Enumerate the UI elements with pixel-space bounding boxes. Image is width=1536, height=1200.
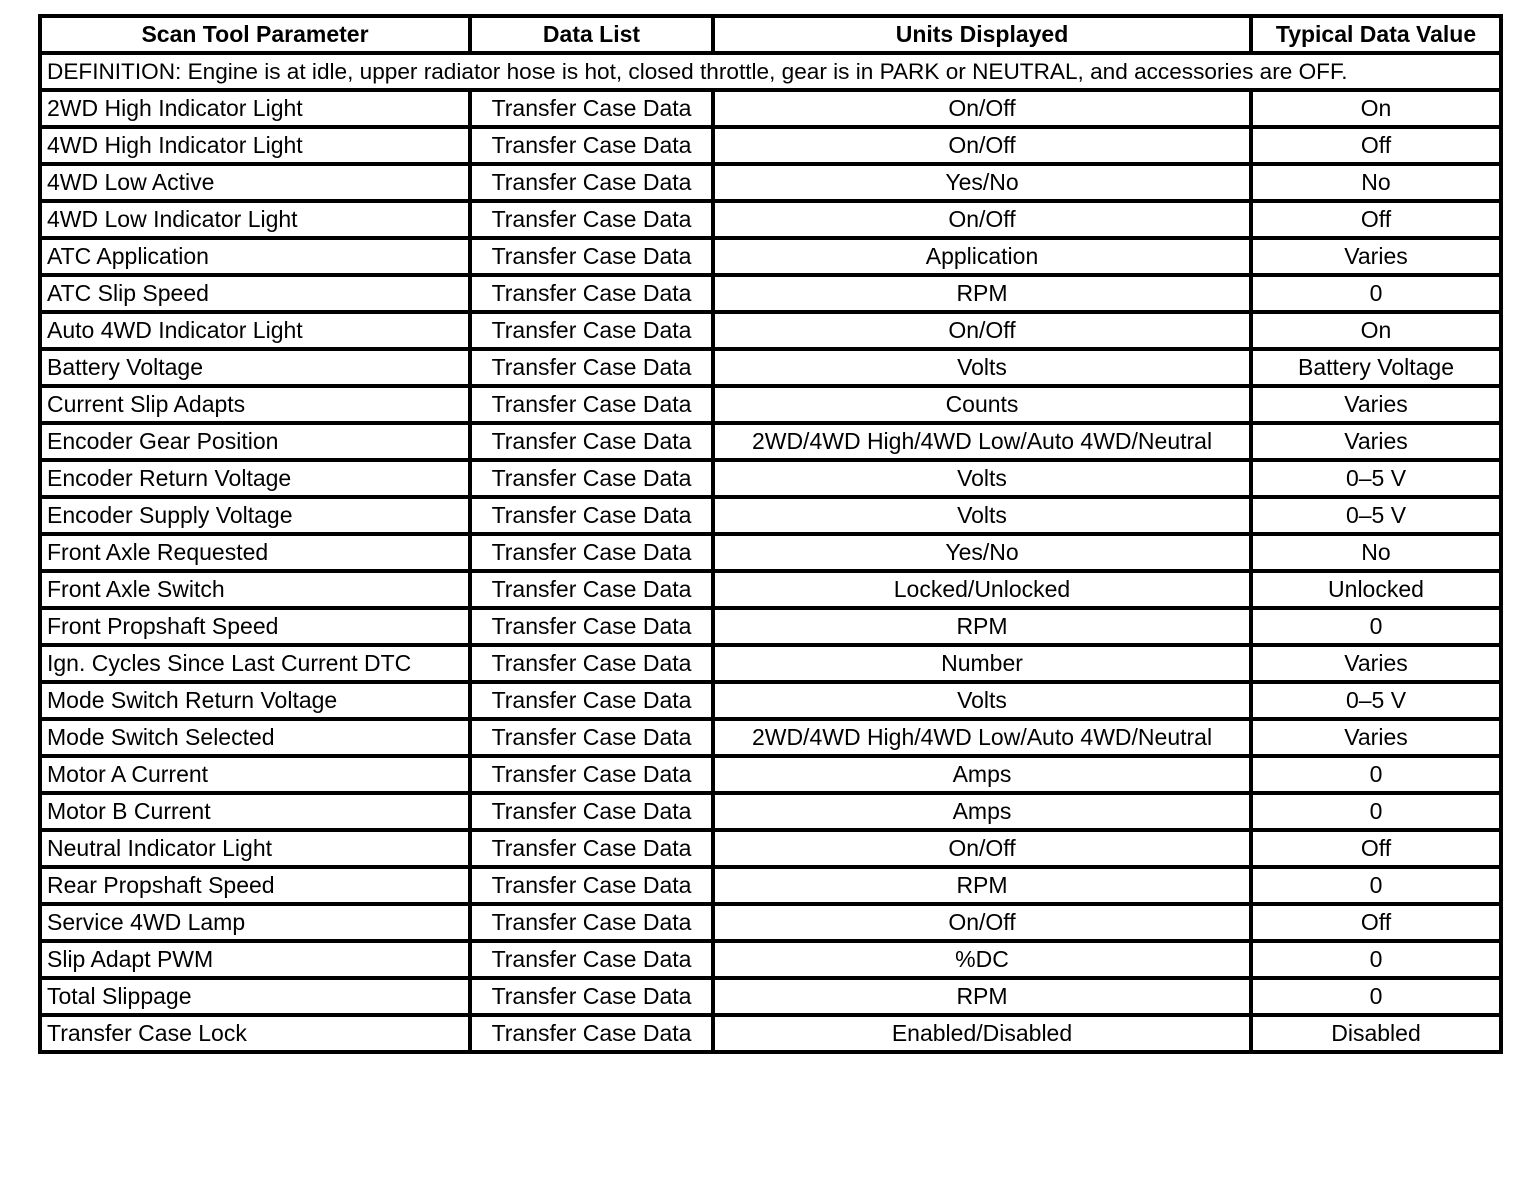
cell-data-list: Transfer Case Data — [470, 645, 713, 682]
cell-units-displayed: Amps — [713, 756, 1251, 793]
cell-units-displayed: On/Off — [713, 90, 1251, 127]
cell-typical-data-value: Off — [1251, 127, 1501, 164]
cell-parameter: Rear Propshaft Speed — [40, 867, 470, 904]
cell-parameter: Encoder Gear Position — [40, 423, 470, 460]
cell-parameter: Mode Switch Selected — [40, 719, 470, 756]
cell-data-list: Transfer Case Data — [470, 201, 713, 238]
cell-parameter: ATC Slip Speed — [40, 275, 470, 312]
cell-typical-data-value: Unlocked — [1251, 571, 1501, 608]
table-row — [40, 571, 1501, 608]
cell-units-displayed: Application — [713, 238, 1251, 275]
cell-data-list: Transfer Case Data — [470, 830, 713, 867]
cell-typical-data-value: No — [1251, 534, 1501, 571]
table-row — [40, 682, 1501, 719]
cell-typical-data-value: Varies — [1251, 386, 1501, 423]
cell-typical-data-value: 0–5 V — [1251, 682, 1501, 719]
cell-typical-data-value: 0 — [1251, 793, 1501, 830]
cell-typical-data-value: On — [1251, 312, 1501, 349]
table-row — [40, 645, 1501, 682]
cell-units-displayed: Number — [713, 645, 1251, 682]
cell-units-displayed: Volts — [713, 497, 1251, 534]
cell-parameter: Motor A Current — [40, 756, 470, 793]
cell-data-list: Transfer Case Data — [470, 90, 713, 127]
cell-data-list: Transfer Case Data — [470, 978, 713, 1015]
table-row — [40, 497, 1501, 534]
cell-typical-data-value: Varies — [1251, 423, 1501, 460]
table-row — [40, 460, 1501, 497]
cell-parameter: Ign. Cycles Since Last Current DTC — [40, 645, 470, 682]
cell-typical-data-value: Varies — [1251, 238, 1501, 275]
header-scan-tool-parameter: Scan Tool Parameter — [40, 16, 470, 53]
cell-data-list: Transfer Case Data — [470, 164, 713, 201]
cell-data-list: Transfer Case Data — [470, 497, 713, 534]
cell-units-displayed: Volts — [713, 460, 1251, 497]
table-row — [40, 830, 1501, 867]
cell-units-displayed: Yes/No — [713, 164, 1251, 201]
table-row — [40, 719, 1501, 756]
cell-data-list: Transfer Case Data — [470, 756, 713, 793]
cell-parameter: Front Axle Switch — [40, 571, 470, 608]
cell-parameter: Front Propshaft Speed — [40, 608, 470, 645]
cell-units-displayed: Volts — [713, 349, 1251, 386]
cell-data-list: Transfer Case Data — [470, 460, 713, 497]
cell-parameter: Neutral Indicator Light — [40, 830, 470, 867]
cell-parameter: 2WD High Indicator Light — [40, 90, 470, 127]
cell-units-displayed: Amps — [713, 793, 1251, 830]
table-row — [40, 867, 1501, 904]
cell-parameter: Battery Voltage — [40, 349, 470, 386]
cell-data-list: Transfer Case Data — [470, 904, 713, 941]
table-row — [40, 756, 1501, 793]
table-row — [40, 238, 1501, 275]
table-row — [40, 1015, 1501, 1052]
table-body — [40, 53, 1501, 1052]
cell-parameter: Total Slippage — [40, 978, 470, 1015]
table-row — [40, 386, 1501, 423]
table-row — [40, 941, 1501, 978]
cell-data-list: Transfer Case Data — [470, 423, 713, 460]
cell-data-list: Transfer Case Data — [470, 682, 713, 719]
table-row — [40, 275, 1501, 312]
header-typical-data-value: Typical Data Value — [1251, 16, 1501, 53]
cell-typical-data-value: On — [1251, 90, 1501, 127]
cell-units-displayed: On/Off — [713, 312, 1251, 349]
cell-units-displayed: Volts — [713, 682, 1251, 719]
cell-parameter: Mode Switch Return Voltage — [40, 682, 470, 719]
table-row — [40, 608, 1501, 645]
header-row — [40, 16, 1501, 53]
cell-parameter: Current Slip Adapts — [40, 386, 470, 423]
cell-units-displayed: %DC — [713, 941, 1251, 978]
cell-data-list: Transfer Case Data — [470, 941, 713, 978]
cell-units-displayed: Locked/Unlocked — [713, 571, 1251, 608]
cell-units-displayed: Enabled/Disabled — [713, 1015, 1251, 1052]
cell-data-list: Transfer Case Data — [470, 127, 713, 164]
cell-units-displayed: 2WD/4WD High/4WD Low/Auto 4WD/Neutral — [713, 423, 1251, 460]
cell-typical-data-value: Varies — [1251, 645, 1501, 682]
cell-typical-data-value: Off — [1251, 904, 1501, 941]
cell-parameter: 4WD High Indicator Light — [40, 127, 470, 164]
cell-typical-data-value: Battery Voltage — [1251, 349, 1501, 386]
header-data-list: Data List — [470, 16, 713, 53]
table-row — [40, 127, 1501, 164]
cell-units-displayed: Yes/No — [713, 534, 1251, 571]
header-units-displayed: Units Displayed — [713, 16, 1251, 53]
cell-units-displayed: RPM — [713, 608, 1251, 645]
cell-typical-data-value: 0 — [1251, 756, 1501, 793]
cell-units-displayed: On/Off — [713, 904, 1251, 941]
table-row — [40, 534, 1501, 571]
table-row — [40, 201, 1501, 238]
cell-data-list: Transfer Case Data — [470, 275, 713, 312]
cell-units-displayed: 2WD/4WD High/4WD Low/Auto 4WD/Neutral — [713, 719, 1251, 756]
cell-data-list: Transfer Case Data — [470, 238, 713, 275]
table-row — [40, 423, 1501, 460]
cell-parameter: Transfer Case Lock — [40, 1015, 470, 1052]
cell-typical-data-value: Off — [1251, 201, 1501, 238]
cell-typical-data-value: 0 — [1251, 941, 1501, 978]
cell-parameter: ATC Application — [40, 238, 470, 275]
table-row — [40, 312, 1501, 349]
definition-text: DEFINITION: Engine is at idle, upper radiator hose is hot, closed throttle, gear is in PARK or NEUTRAL, and accessories are OFF. — [40, 53, 1501, 90]
cell-parameter: Motor B Current — [40, 793, 470, 830]
cell-parameter: Service 4WD Lamp — [40, 904, 470, 941]
cell-typical-data-value: 0 — [1251, 608, 1501, 645]
cell-data-list: Transfer Case Data — [470, 349, 713, 386]
definition-row — [40, 53, 1501, 90]
cell-typical-data-value: 0–5 V — [1251, 460, 1501, 497]
cell-data-list: Transfer Case Data — [470, 386, 713, 423]
cell-typical-data-value: 0–5 V — [1251, 497, 1501, 534]
table-row — [40, 904, 1501, 941]
cell-units-displayed: RPM — [713, 275, 1251, 312]
cell-typical-data-value: Off — [1251, 830, 1501, 867]
cell-typical-data-value: 0 — [1251, 275, 1501, 312]
cell-parameter: Slip Adapt PWM — [40, 941, 470, 978]
cell-units-displayed: On/Off — [713, 830, 1251, 867]
table-row — [40, 793, 1501, 830]
cell-data-list: Transfer Case Data — [470, 719, 713, 756]
cell-typical-data-value: No — [1251, 164, 1501, 201]
table-row — [40, 164, 1501, 201]
cell-data-list: Transfer Case Data — [470, 867, 713, 904]
cell-units-displayed: Counts — [713, 386, 1251, 423]
cell-parameter: Encoder Return Voltage — [40, 460, 470, 497]
cell-data-list: Transfer Case Data — [470, 312, 713, 349]
cell-typical-data-value: 0 — [1251, 867, 1501, 904]
cell-units-displayed: RPM — [713, 978, 1251, 1015]
cell-data-list: Transfer Case Data — [470, 534, 713, 571]
cell-parameter: Auto 4WD Indicator Light — [40, 312, 470, 349]
cell-parameter: Encoder Supply Voltage — [40, 497, 470, 534]
cell-data-list: Transfer Case Data — [470, 793, 713, 830]
cell-parameter: Front Axle Requested — [40, 534, 470, 571]
cell-units-displayed: RPM — [713, 867, 1251, 904]
cell-units-displayed: On/Off — [713, 201, 1251, 238]
cell-units-displayed: On/Off — [713, 127, 1251, 164]
cell-typical-data-value: 0 — [1251, 978, 1501, 1015]
cell-data-list: Transfer Case Data — [470, 571, 713, 608]
cell-parameter: 4WD Low Indicator Light — [40, 201, 470, 238]
cell-typical-data-value: Disabled — [1251, 1015, 1501, 1052]
cell-typical-data-value: Varies — [1251, 719, 1501, 756]
scan-tool-data-table — [38, 14, 1503, 1054]
table-row — [40, 978, 1501, 1015]
table-row — [40, 90, 1501, 127]
table-row — [40, 349, 1501, 386]
cell-data-list: Transfer Case Data — [470, 608, 713, 645]
cell-data-list: Transfer Case Data — [470, 1015, 713, 1052]
table-header — [40, 16, 1501, 53]
cell-parameter: 4WD Low Active — [40, 164, 470, 201]
